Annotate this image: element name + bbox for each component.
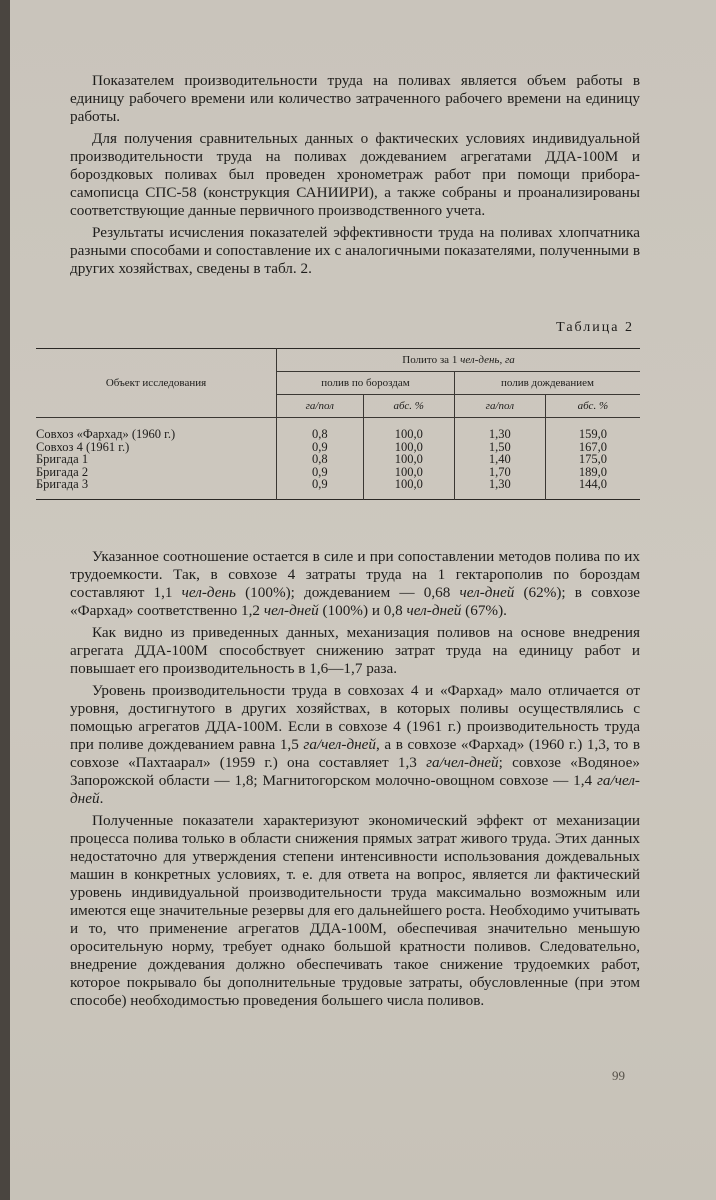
- table-row: [36, 466, 640, 479]
- cell-furrow-ha: 0,9: [277, 441, 364, 454]
- cell-sprinkler-abs: 167,0: [545, 441, 640, 454]
- cell-furrow-abs: 100,0: [363, 453, 454, 466]
- table-row: [36, 478, 640, 499]
- row-name: Бригада 3: [36, 477, 89, 491]
- cell-sprinkler-abs: 159,0: [545, 418, 640, 441]
- cell-sprinkler-abs: 189,0: [545, 466, 640, 479]
- book-spine-shadow: [0, 0, 10, 1200]
- header-group: Полито за 1 чел-день, га: [277, 349, 641, 372]
- intro-text: [70, 72, 640, 278]
- table-caption: Таблица 2: [556, 320, 634, 335]
- header-furrow-abs: абс. %: [363, 395, 454, 418]
- row-name: Совхоз 4 (1961 г.): [36, 439, 130, 454]
- productivity-table: [36, 348, 640, 500]
- header-sprinkler-abs: абс. %: [545, 395, 640, 418]
- row-name: Совхоз «Фархад» (1960 г.): [36, 427, 176, 441]
- cell-furrow-ha: 0,9: [277, 466, 364, 479]
- cell-furrow-abs: 100,0: [363, 441, 454, 454]
- cell-sprinkler-abs: 144,0: [545, 478, 640, 499]
- paragraph-mechanization: Как видно из приведенных данных, механизация поливов на основе внедрения агрегата ДДА-100М способствует снижению затрат труда на единицу работ и повышает его производительность в 1,6—1,7 раза.: [70, 624, 640, 677]
- cell-furrow-abs: 100,0: [363, 466, 454, 479]
- cell-sprinkler-ha: 1,50: [454, 441, 545, 454]
- table-row: [36, 441, 640, 454]
- cell-sprinkler-abs: 175,0: [545, 453, 640, 466]
- table-row: [36, 453, 640, 466]
- main-text: [70, 548, 640, 1010]
- page-number: 99: [612, 1068, 625, 1083]
- paragraph-comparison: Уровень производительности труда в совхозах 4 и «Фархад» мало отличается от уровня, достигнутого в других хозяйствах, в которых поливы осуществлялись с помощью агрегатов ДДА-100М. Если в совхозе 4 (1961 г.) производительность труда при поливе дождеванием равна 1,5 га/чел-дней, а в совхозе «Фархад» (1960 г.) 1,3, то в совхозе «Пахтаарал» (1959 г.) она составляет 1,3 га/чел-дней; совхозе «Водяное» Запорожской области — 1,8; Магнитогорском молочно-овощном совхозе — 1,4 га/чел-дней.: [70, 682, 641, 807]
- cell-sprinkler-ha: 1,30: [454, 478, 545, 499]
- header-object: Объект исследования: [36, 349, 277, 418]
- paragraph-timing-study: Для получения сравнительных данных о фактических условиях индивидуальной производительности труда на поливах дождеванием агрегатами ДДА-100М и бороздковых поливах был проведен хронометраж работ при помощи прибора-самописца СПС-58 (конструкция САНИИРИ), а также собраны и проанализированы соответствующие данные первичного производственного учета.: [70, 130, 640, 219]
- cell-furrow-ha: 0,9: [277, 478, 364, 499]
- cell-sprinkler-ha: 1,30: [454, 418, 545, 441]
- paragraph-conclusion: Полученные показатели характеризуют экономический эффект от механизации процесса полива только в области снижения прямых затрат живого труда. Этих данных недостаточно для утверждения степени интенсивности использования дождевальных машин в конкретных условиях, т. е. для ответа на вопрос, является ли фактический уровень индивидуальной производительности труда максимально возможным или имеются еще значительные резервы для его дальнейшего роста. Необходимо учитывать и то, что применение агрегатов ДДА-100М, обеспечивая значительно меньшую оросительную норму, требует однако большой кратности поливов. Следовательно, внедрение дождевания должно обеспечивать такое снижение трудоемких работ, которое покрывало бы дополнительные трудовые затраты, обусловленные (при этом способе) необходимостью проведения большего числа поливов.: [70, 812, 640, 1009]
- paragraph-results-reference: Результаты исчисления показателей эффективности труда на поливах хлопчатника разными способами и сопоставление их с аналогичными показателями, полученными в других хозяйствах, сведены в табл. 2.: [70, 224, 640, 277]
- header-furrow-ha: га/пол: [277, 395, 364, 418]
- cell-furrow-ha: 0,8: [277, 453, 364, 466]
- cell-furrow-abs: 100,0: [363, 418, 454, 441]
- paragraph-productivity-definition: Показателем производительности труда на поливах является объем работы в единицу рабочего времени или количество затраченного рабочего времени на единицу работы.: [70, 72, 640, 125]
- cell-sprinkler-ha: 1,40: [454, 453, 545, 466]
- header-sprinkler-ha: га/пол: [454, 395, 545, 418]
- header-sprinkler: полив дождеванием: [454, 372, 640, 395]
- header-furrow: полив по бороздам: [277, 372, 455, 395]
- cell-furrow-ha: 0,8: [277, 418, 364, 441]
- row-name: Бригада 1: [36, 452, 89, 466]
- cell-furrow-abs: 100,0: [363, 478, 454, 499]
- row-name: Бригада 2: [36, 464, 89, 479]
- table-row: [36, 418, 640, 441]
- paragraph-labor-intensity: Указанное соотношение остается в силе и при сопоставлении методов полива по их трудоемкости. Так, в совхозе 4 затраты труда на 1 гектарополив по бороздам составляют 1,1 чел-день (100%); дождеванием — 0,68 чел-дней (62%); в совхозе «Фархад» соответственно 1,2 чел-дней (100%) и 0,8 чел-дней (67%).: [70, 548, 640, 619]
- cell-sprinkler-ha: 1,70: [454, 466, 545, 479]
